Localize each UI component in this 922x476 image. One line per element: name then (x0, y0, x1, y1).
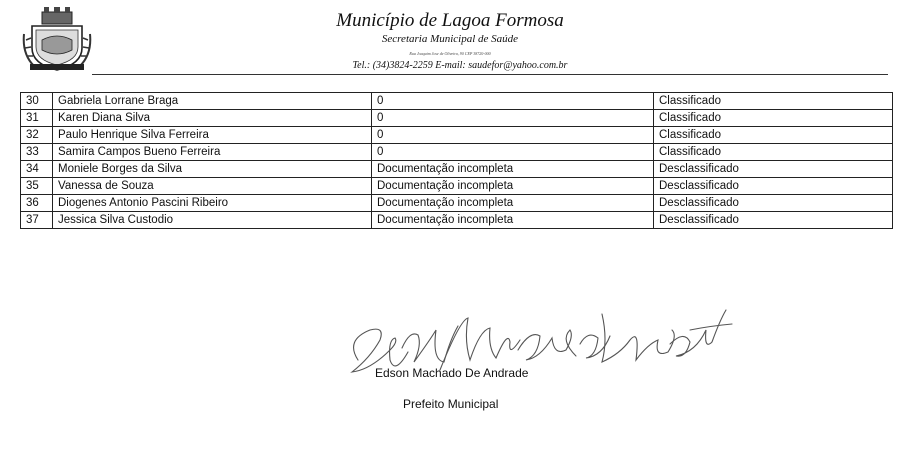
department-name: Secretaria Municipal de Saúde (381, 33, 519, 45)
candidate-name: Vanessa de Souza (53, 178, 372, 195)
row-number: 32 (21, 127, 53, 144)
candidate-score: 0 (372, 144, 654, 161)
candidate-score: 0 (372, 110, 654, 127)
results-table (20, 92, 893, 229)
candidate-score: 0 (372, 127, 654, 144)
candidate-name: Karen Diana Silva (53, 110, 372, 127)
table-row (21, 161, 893, 178)
candidate-status: Classificado (654, 144, 893, 161)
row-number: 33 (21, 144, 53, 161)
candidate-status: Desclassificado (654, 195, 893, 212)
row-number: 30 (21, 93, 53, 110)
table-row (21, 212, 893, 229)
signer-title: Prefeito Municipal (403, 397, 499, 411)
row-number: 34 (21, 161, 53, 178)
candidate-status: Desclassificado (654, 212, 893, 229)
candidate-status: Classificado (654, 110, 893, 127)
table-row (21, 178, 893, 195)
candidate-status: Desclassificado (654, 161, 893, 178)
header-divider (92, 74, 888, 75)
candidate-name: Jessica Silva Custodio (53, 212, 372, 229)
municipality-name: Município de Lagoa Formosa (336, 10, 564, 31)
candidate-name: Moniele Borges da Silva (53, 161, 372, 178)
letterhead (300, 10, 600, 57)
row-number: 36 (21, 195, 53, 212)
row-number: 35 (21, 178, 53, 195)
signer-name: Edson Machado De Andrade (375, 366, 529, 380)
address-line: Rua Joaquim Jose de Oliveira, 90 CEP 38720-000 (409, 51, 491, 56)
candidate-score: Documentação incompleta (372, 161, 654, 178)
row-number: 37 (21, 212, 53, 229)
candidate-score: 0 (372, 93, 654, 110)
candidate-score: Documentação incompleta (372, 212, 654, 229)
candidate-status: Classificado (654, 127, 893, 144)
candidate-name: Diogenes Antonio Pascini Ribeiro (53, 195, 372, 212)
candidate-status: Desclassificado (654, 178, 893, 195)
table-row (21, 93, 893, 110)
candidate-status: Classificado (654, 93, 893, 110)
results-table-body (21, 93, 893, 229)
candidate-name: Gabriela Lorrane Braga (53, 93, 372, 110)
candidate-score: Documentação incompleta (372, 178, 654, 195)
candidate-name: Paulo Henrique Silva Ferreira (53, 127, 372, 144)
table-row (21, 127, 893, 144)
row-number: 31 (21, 110, 53, 127)
table-row (21, 110, 893, 127)
candidate-name: Samira Campos Bueno Ferreira (53, 144, 372, 161)
table-row (21, 144, 893, 161)
municipal-crest-logo (22, 4, 92, 72)
table-row (21, 195, 893, 212)
contact-line: Tel.: (34)3824-2259 E-mail: saudefor@yahoo.com.br (352, 60, 568, 71)
candidate-score: Documentação incompleta (372, 195, 654, 212)
